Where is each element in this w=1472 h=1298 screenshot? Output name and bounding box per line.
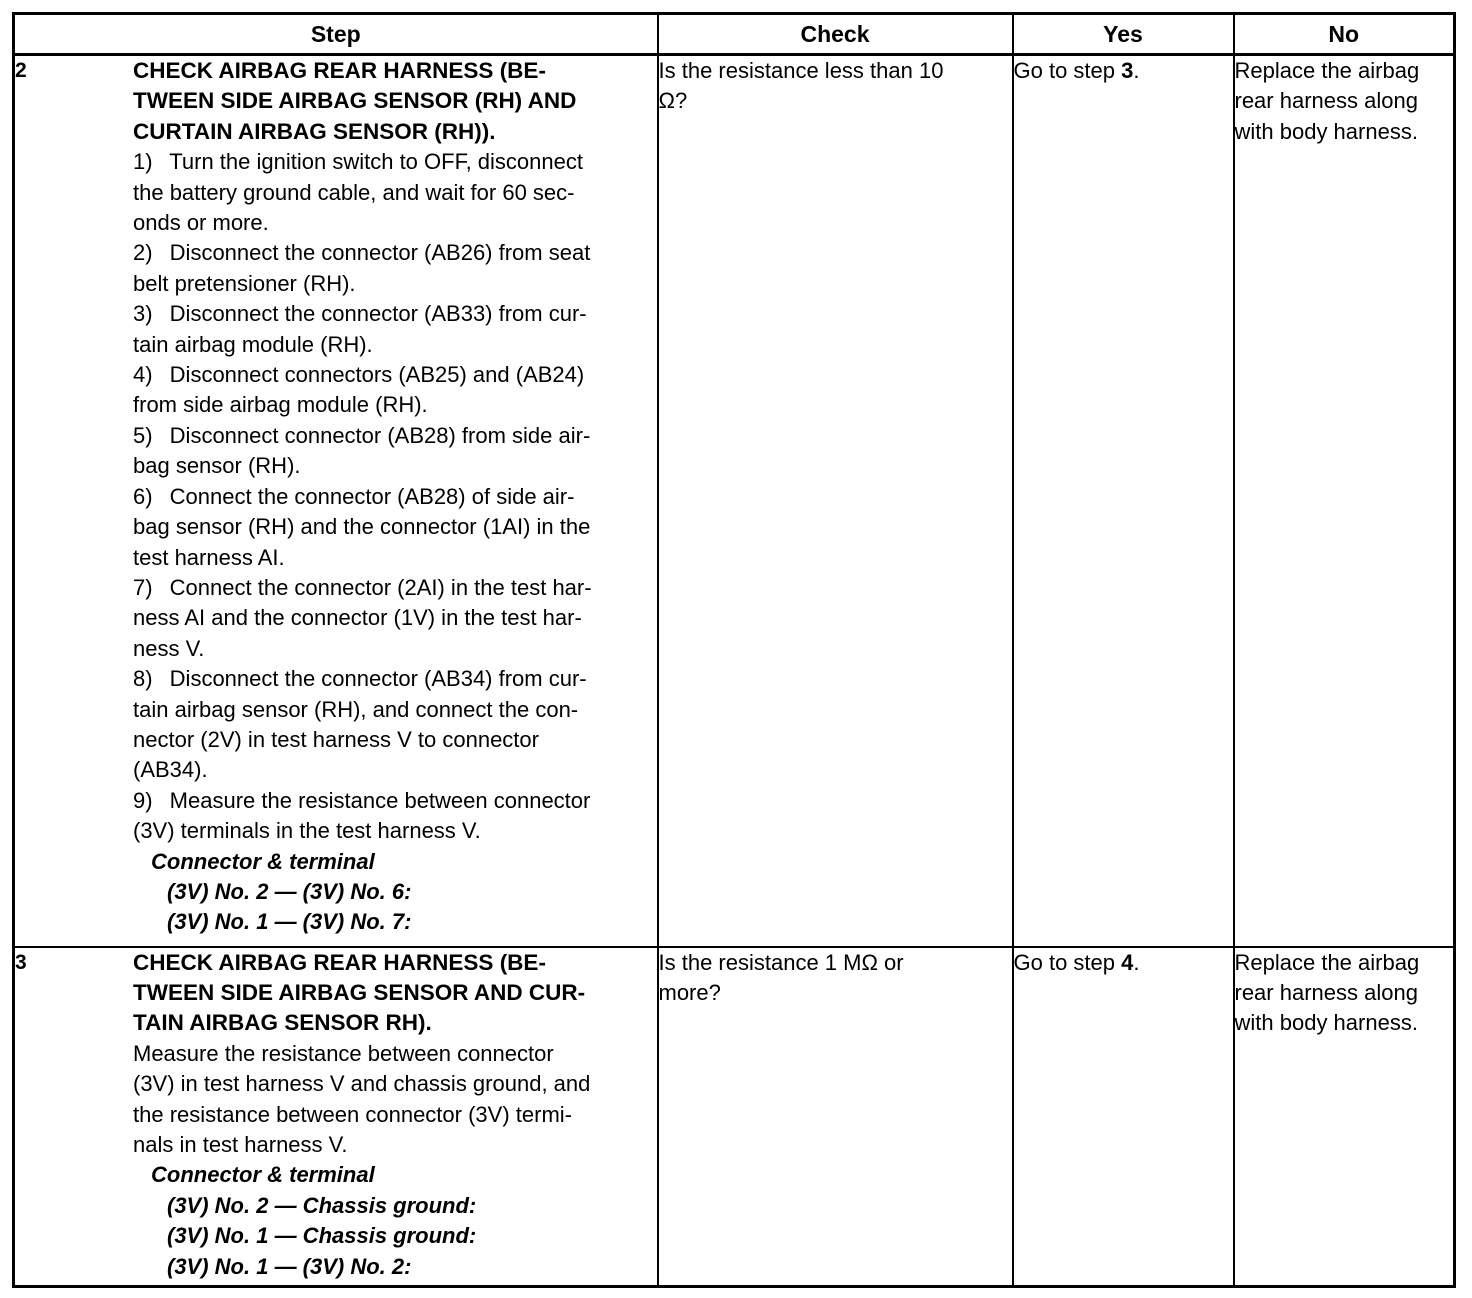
title-line: TWEEN SIDE AIRBAG SENSOR (RH) AND (133, 88, 577, 114)
step-cell (14, 947, 658, 1287)
instruction-line: ness AI and the connector (1V) in the test har- (133, 605, 582, 631)
diagnostic-table (12, 12, 1456, 1288)
no-line: rear harness along (1234, 979, 1418, 1005)
instruction-line: belt pretensioner (RH). (133, 270, 356, 296)
title-line: TWEEN SIDE AIRBAG SENSOR AND CUR- (133, 979, 586, 1005)
no-cell (1234, 947, 1455, 1287)
instruction-line: onds or more. (133, 210, 269, 236)
no-line: rear harness along (1234, 88, 1418, 114)
terminal-line: (3V) No. 1 — (3V) No. 7: (167, 909, 412, 935)
check-line: Is the resistance less than 10 (658, 58, 944, 83)
check-cell (658, 947, 1013, 1287)
step-cell (14, 55, 658, 947)
table-row (14, 55, 1455, 947)
instruction-line: 8) Disconnect the connector (AB34) from cur- (133, 666, 587, 692)
instruction-line: tain airbag sensor (RH), and connect the con- (133, 696, 579, 722)
terminal-heading: Connector & terminal (151, 1162, 375, 1188)
header-no: No (1234, 14, 1455, 55)
no-line: Replace the airbag (1234, 949, 1420, 975)
terminal-line: (3V) No. 2 — (3V) No. 6: (167, 878, 412, 904)
instruction-line: (3V) in test harness V and chassis ground, and (133, 1071, 591, 1097)
instruction-line: bag sensor (RH) and the connector (1AI) in the (133, 514, 591, 540)
header-check: Check (658, 14, 1013, 55)
title-line: CHECK AIRBAG REAR HARNESS (BE- (133, 949, 546, 975)
yes-suffix: . (1133, 58, 1140, 83)
no-line: with body harness. (1234, 1010, 1418, 1036)
table-row (14, 947, 1455, 1287)
yes-cell (1013, 947, 1234, 1287)
instruction-line: (AB34). (133, 757, 208, 783)
instruction-line: test harness AI. (133, 544, 285, 570)
instruction-line: tain airbag module (RH). (133, 331, 373, 357)
instruction-line: 2) Disconnect the connector (AB26) from seat (133, 240, 591, 266)
check-line: more? (658, 979, 721, 1005)
check-line: Ω? (658, 88, 688, 114)
check-cell (658, 55, 1013, 947)
instruction-line: bag sensor (RH). (133, 453, 301, 479)
instruction-line: nals in test harness V. (133, 1131, 348, 1157)
terminal-line: (3V) No. 2 — Chassis ground: (167, 1192, 477, 1218)
no-cell (1234, 55, 1455, 947)
no-line: Replace the airbag (1234, 58, 1420, 83)
yes-suffix: . (1133, 949, 1140, 975)
instruction-line: Measure the resistance between connector (133, 1040, 554, 1066)
yes-prefix: Go to step (1013, 949, 1122, 975)
step-title (133, 948, 657, 1039)
instruction-line: 4) Disconnect connectors (AB25) and (AB24) (133, 362, 585, 388)
instruction-line: 1) Turn the ignition switch to OFF, disconnect (133, 149, 583, 175)
header-step: Step (14, 14, 658, 55)
instruction-line: (3V) terminals in the test harness V. (133, 818, 481, 844)
step-number: 3 (15, 950, 27, 974)
title-line: TAIN AIRBAG SENSOR RH). (133, 1010, 432, 1036)
no-line: with body harness. (1234, 118, 1418, 144)
instruction-line: nector (2V) in test harness V to connector (133, 726, 539, 752)
instruction-line: the resistance between connector (3V) termi- (133, 1101, 572, 1127)
title-line: CHECK AIRBAG REAR HARNESS (BE- (133, 58, 546, 83)
terminal-line: (3V) No. 1 — (3V) No. 2: (167, 1253, 412, 1279)
instruction-line: 6) Connect the connector (AB28) of side air- (133, 483, 575, 509)
instruction-line: ness V. (133, 635, 205, 661)
check-line: Is the resistance 1 MΩ or (658, 949, 904, 975)
instruction-list (133, 147, 657, 846)
instruction-line: the battery ground cable, and wait for 60 sec- (133, 179, 575, 205)
header-row (14, 14, 1455, 55)
terminal-heading: Connector & terminal (151, 848, 375, 874)
yes-step-number: 3 (1121, 58, 1134, 83)
instruction-line: 5) Disconnect connector (AB28) from side air- (133, 422, 591, 448)
yes-step-number: 4 (1121, 949, 1134, 975)
instruction-line: 7) Connect the connector (2AI) in the test har- (133, 574, 592, 600)
step-body (133, 948, 657, 1282)
step-title (133, 56, 657, 147)
step-number: 2 (15, 59, 27, 82)
instruction-line: 3) Disconnect the connector (AB33) from cur- (133, 301, 587, 327)
title-line: CURTAIN AIRBAG SENSOR (RH)). (133, 118, 496, 144)
instruction-line: 9) Measure the resistance between connector (133, 787, 591, 813)
instruction-list (133, 1039, 657, 1161)
header-yes: Yes (1013, 14, 1234, 55)
yes-prefix: Go to step (1013, 58, 1122, 83)
terminal-line: (3V) No. 1 — Chassis ground: (167, 1223, 477, 1249)
instruction-line: from side airbag module (RH). (133, 392, 428, 418)
step-body (133, 56, 657, 938)
yes-cell (1013, 55, 1234, 947)
